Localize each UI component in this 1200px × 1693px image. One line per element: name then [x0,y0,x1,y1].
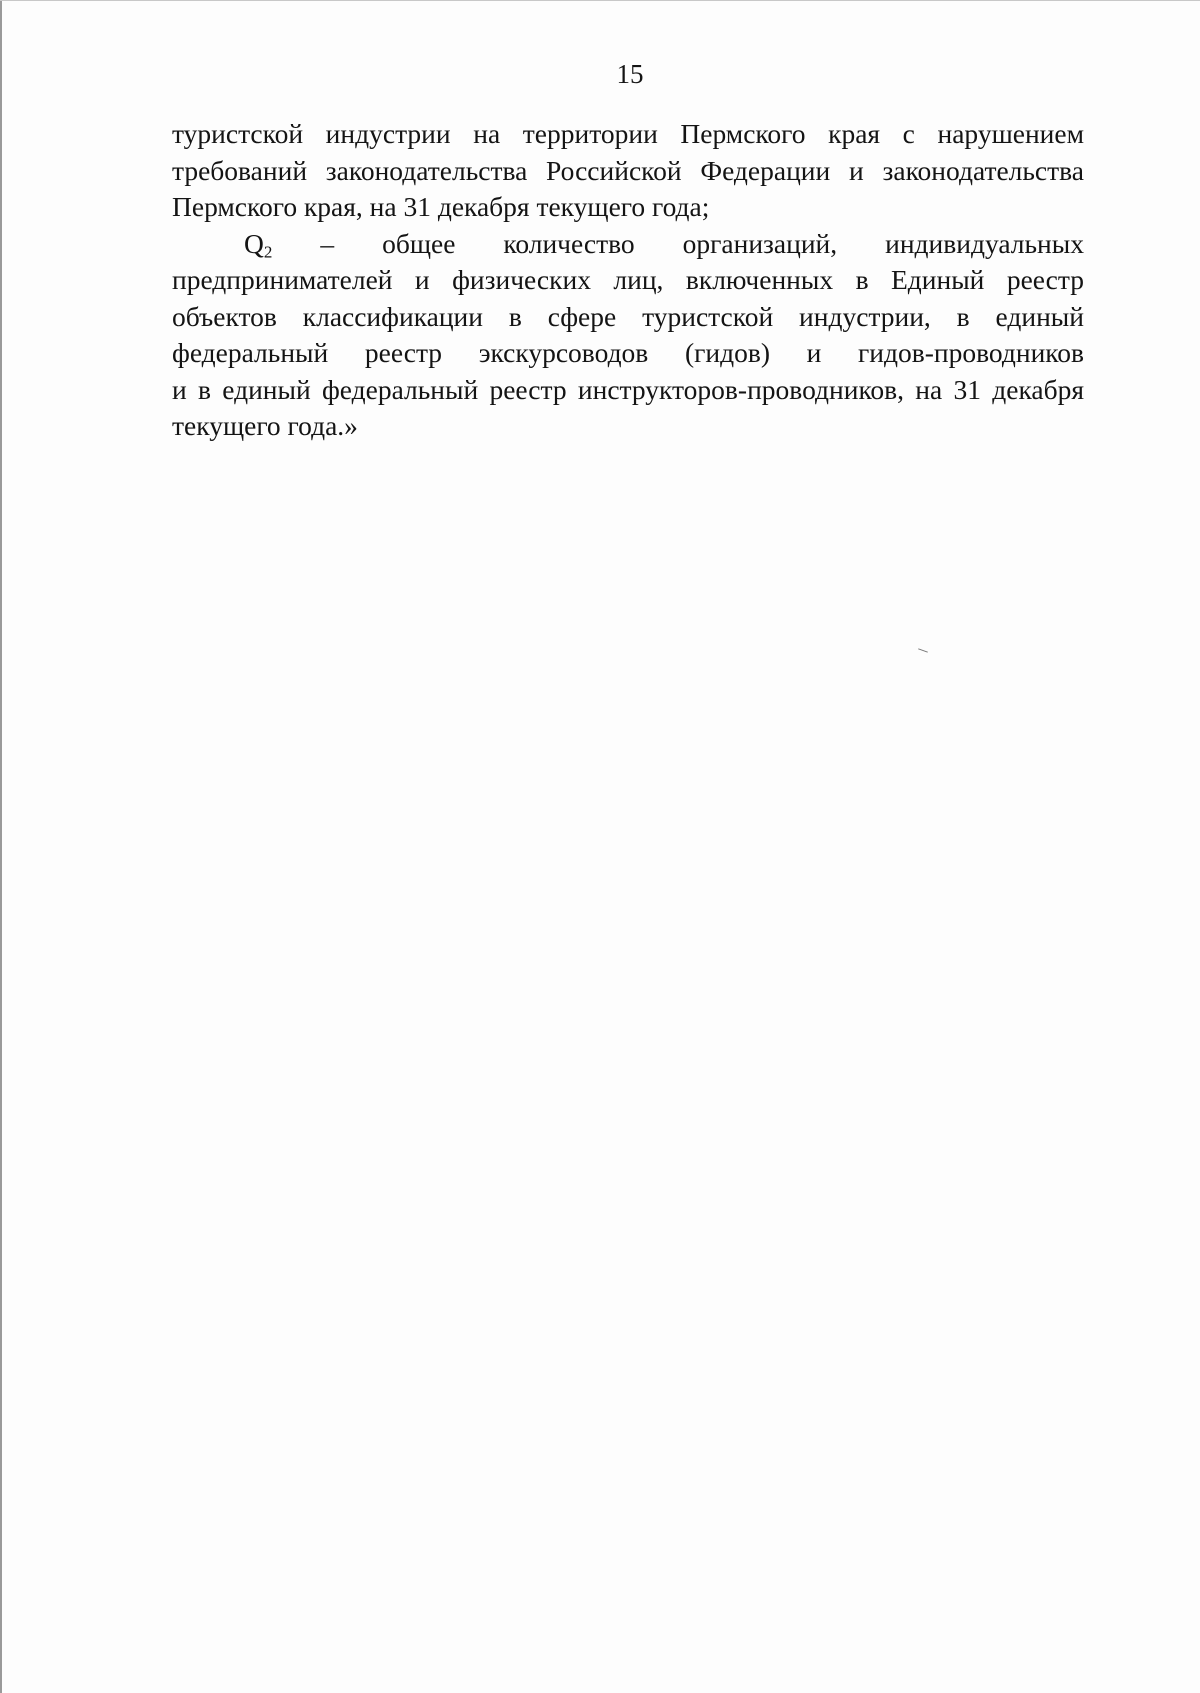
definition-text: – общее количество организаций, индивидуальных [272,227,1084,259]
scan-speck [918,648,928,652]
text-line: и в единый федеральный реестр инструкторов-проводников, на 31 декабря [172,373,1084,405]
paragraph-1 [172,116,1084,226]
text-line: текущего года.» [172,410,358,441]
text-line: туристской индустрии на территории Пермского края с нарушением [172,118,1084,149]
document-body [172,116,1084,445]
formula-symbol: Q [244,227,264,259]
text-line: объектов классификации в сфере туристской индустрии, в единый [172,300,1084,332]
formula-subscript: 2 [263,241,273,261]
paragraph-2 [172,226,1084,445]
text-line: предпринимателей и физических лиц, включенных в Единый реестр [172,264,1084,295]
text-line: Пермского края, на 31 декабря текущего года; [172,191,710,222]
scan-top-edge [0,0,1200,1]
text-line: федеральный реестр экскурсоводов (гидов) и гидов-проводников [172,337,1084,368]
text-line-definition [172,226,1084,263]
page-number: 15 [616,59,644,89]
text-line: требований законодательства Российской Федерации и законодательства [172,154,1084,186]
scan-left-edge [0,0,2,1693]
